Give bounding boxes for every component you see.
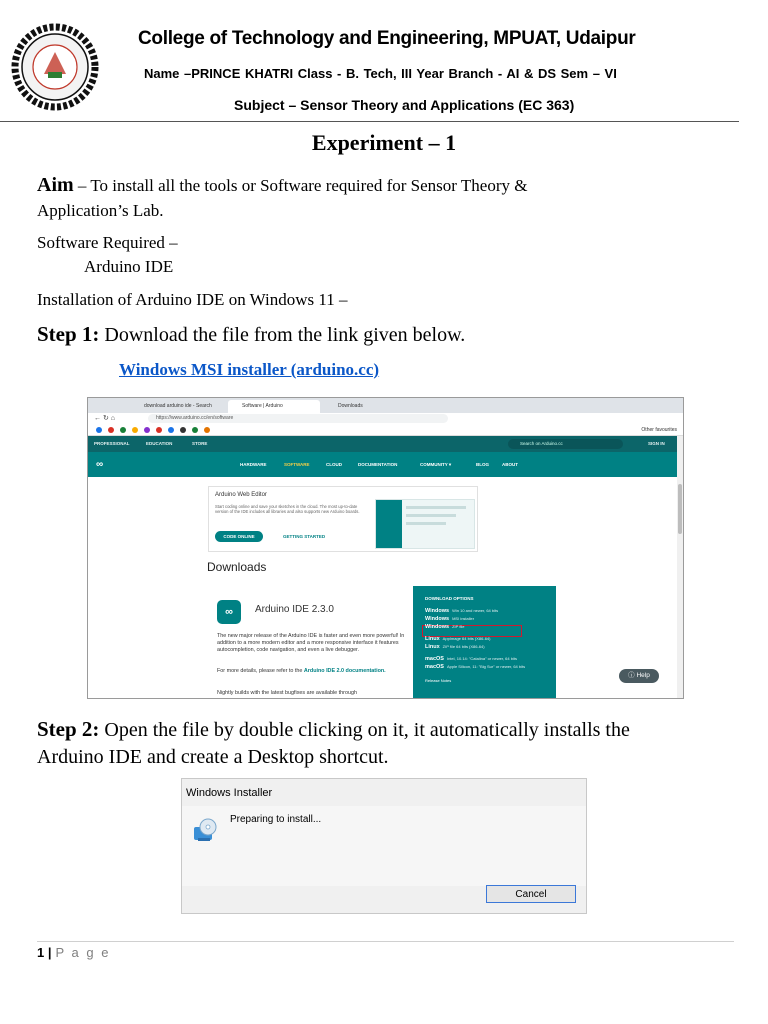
getting-started-link[interactable]: GETTING STARTED [283, 534, 326, 539]
step2-text: Open the file by double clicking on it, it automatically installs the [99, 719, 630, 741]
college-logo [10, 22, 100, 112]
scrollbar-thumb[interactable] [678, 484, 682, 534]
sign-in-link[interactable]: SIGN IN [648, 441, 665, 446]
nav-community[interactable]: COMMUNITY ▾ [420, 462, 452, 467]
page-separator: | [47, 945, 52, 960]
site-nav [88, 452, 677, 477]
code-online-button[interactable]: CODE ONLINE [215, 531, 263, 542]
favicon-icon[interactable] [108, 427, 114, 433]
nav-cloud[interactable]: CLOUD [326, 462, 342, 467]
tab-search[interactable]: download arduino ide - Search [144, 403, 212, 409]
msi-installer-link[interactable]: Windows MSI installer (arduino.cc) [119, 360, 380, 379]
favicon-icon[interactable] [156, 427, 162, 433]
ide-details [217, 668, 407, 675]
web-editor-preview [375, 499, 475, 549]
software-item: Arduino IDE [84, 257, 174, 276]
nav-blog[interactable]: BLOG [476, 462, 489, 467]
browser-screenshot [87, 397, 684, 699]
favicon-icon[interactable] [168, 427, 174, 433]
ide-details-text: For more details, please refer to the [217, 668, 303, 674]
help-icon: ⓘ [628, 672, 635, 679]
aim-text: – To install all the tools or Software required for Sensor Theory & [73, 176, 528, 195]
aim-label: Aim [37, 174, 74, 196]
favicon-icon[interactable] [180, 427, 186, 433]
aim-line-2: Application’s Lab. [37, 201, 164, 220]
nav-hardware[interactable]: HARDWARE [240, 462, 267, 467]
scrollbar[interactable] [677, 436, 683, 698]
footer-divider [37, 941, 734, 942]
installer-title: Windows Installer [186, 787, 273, 799]
subject-line: Subject – Sensor Theory and Applications (EC 363) [234, 97, 575, 113]
favicon-icon[interactable] [144, 427, 150, 433]
arduino-logo-icon[interactable]: ∞ [96, 459, 104, 470]
release-notes-link[interactable]: Release Notes [425, 678, 452, 683]
windows-installer-dialog [181, 778, 587, 914]
option-macos-apple[interactable]: macOS Apple Silicon, 11: "Big Sur" or newer, 64 bits [425, 664, 526, 670]
install-heading: Installation of Arduino IDE on Windows 11 – [37, 290, 348, 309]
installer-disc-icon [192, 817, 218, 843]
favicon-icon[interactable] [120, 427, 126, 433]
student-info: Name –PRINCE KHATRI Class - B. Tech, III Year Branch - AI & DS Sem – VI [144, 66, 617, 81]
experiment-title: Experiment – 1 [311, 130, 457, 155]
favicon-icon[interactable] [132, 427, 138, 433]
nightly-builds-text: Nightly builds with the latest bugfixes are available through [217, 690, 357, 696]
cancel-button[interactable]: Cancel [486, 885, 576, 903]
web-editor-title: Arduino Web Editor [215, 492, 267, 498]
arduino-ide-icon: ∞ [217, 600, 241, 624]
option-windows-64[interactable]: Windows Win 10 and newer, 64 bits [425, 608, 499, 614]
nav-about[interactable]: ABOUT [502, 462, 518, 467]
site-top-bar [88, 436, 677, 452]
download-options-panel [413, 586, 556, 698]
page-footer [37, 945, 110, 960]
downloads-heading: Downloads [207, 560, 267, 574]
option-windows-zip[interactable]: Windows ZIP file [425, 624, 465, 630]
tab-downloads[interactable]: Downloads [338, 403, 363, 409]
page-word: P a g e [55, 945, 111, 960]
ide-info-panel [207, 586, 413, 698]
option-linux-zip[interactable]: Linux ZIP file 64 bits (X86-64) [425, 644, 485, 650]
web-editor-desc: Start coding online and save your sketches in the cloud. The most up-to-date version of the IDE includes all libraries and also supports new Arduino boards. [215, 504, 360, 515]
option-macos-intel[interactable]: macOS Intel, 10.14: "Catalina" or newer, 64 bits [425, 656, 517, 662]
step2-label: Step 2: [37, 717, 100, 741]
option-linux-appimage[interactable]: Linux AppImage 64 bits (X86-64) [425, 636, 491, 642]
step1-text: Download the file from the link given below. [99, 324, 466, 346]
site-top-professional[interactable]: PROFESSIONAL [94, 441, 130, 446]
site-top-store[interactable]: STORE [192, 441, 208, 446]
nav-software[interactable]: SOFTWARE [284, 462, 310, 467]
nav-arrows-icon[interactable]: ← ↻ ⌂ [94, 415, 115, 422]
site-search-input[interactable]: Search on Arduino.cc [508, 439, 623, 449]
step1-line [37, 323, 465, 347]
step2-line-1 [37, 718, 630, 742]
installer-message: Preparing to install... [230, 814, 322, 825]
favourites-bar [88, 425, 683, 436]
step2-line-2: Arduino IDE and create a Desktop shortcut. [37, 746, 389, 768]
nav-documentation[interactable]: DOCUMENTATION [358, 462, 398, 467]
address-bar [88, 413, 683, 425]
help-label: Help [636, 672, 650, 679]
download-options-heading: DOWNLOAD OPTIONS [425, 596, 474, 601]
ide-doc-link[interactable]: Arduino IDE 2.0 documentation. [303, 668, 386, 674]
aim-line-1 [37, 174, 527, 197]
page-number: 1 [37, 945, 45, 960]
web-editor-card [208, 486, 478, 552]
step1-label: Step 1: [37, 322, 100, 346]
software-label: Software Required – [37, 233, 178, 252]
url-input[interactable]: https://www.arduino.cc/en/software [148, 414, 448, 423]
ide-description: The new major release of the Arduino IDE is faster and even more powerful! In addition to a more modern editor and a more responsive interface it features autocompletion, code navigation, and even a live debugger. [217, 633, 405, 653]
tab-arduino[interactable]: Software | Arduino [228, 400, 320, 413]
site-top-education[interactable]: EDUCATION [146, 441, 173, 446]
favicon-icon[interactable] [204, 427, 210, 433]
favicon-icon[interactable] [96, 427, 102, 433]
header-divider [0, 121, 739, 122]
option-windows-msi[interactable]: Windows MSI installer [425, 616, 475, 622]
favicon-icon[interactable] [192, 427, 198, 433]
other-favourites[interactable]: Other favourites [641, 427, 677, 433]
tab-bar [88, 398, 683, 413]
ide-version: Arduino IDE 2.3.0 [255, 604, 334, 615]
college-name: College of Technology and Engineering, MPUAT, Udaipur [138, 28, 636, 49]
help-button[interactable] [619, 669, 659, 683]
